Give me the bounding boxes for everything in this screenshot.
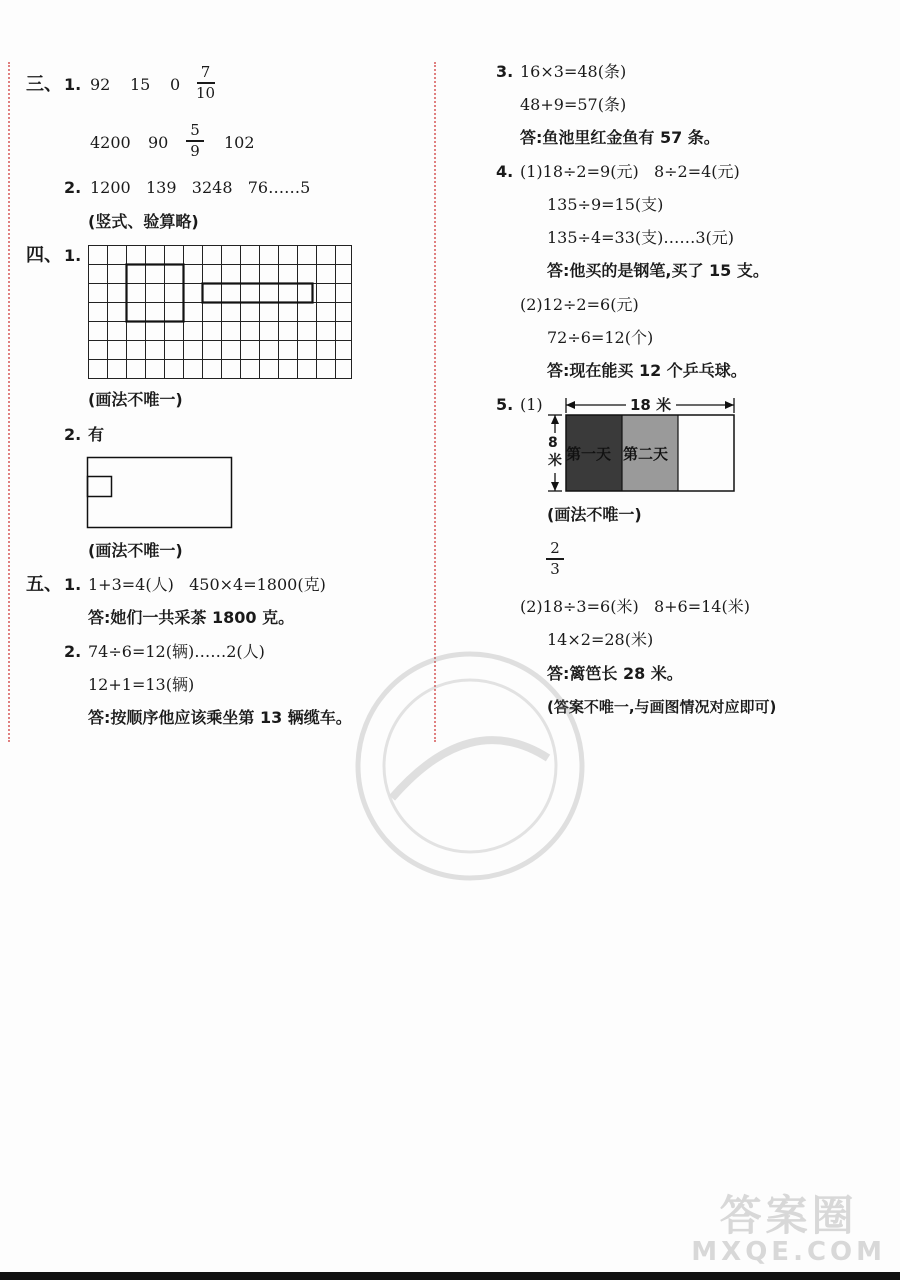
s3-q2-note: (竖式、验算略) bbox=[88, 212, 199, 231]
s3-q1-fraction-2 bbox=[186, 122, 204, 160]
q4-number: 4. bbox=[496, 162, 514, 181]
scan-bottom-edge bbox=[0, 1272, 900, 1280]
s5-q1-line1: 1+3=4(人) 450×4=1800(克) bbox=[88, 575, 326, 594]
q4-line4: (2)12÷2=6(元) bbox=[520, 295, 639, 314]
s4-q1-note: (画法不唯一) bbox=[88, 390, 183, 409]
fraction-denominator: 9 bbox=[190, 141, 200, 160]
s3-q1-number: 1. bbox=[64, 75, 82, 94]
watermark-title: 答案圈 bbox=[719, 1191, 858, 1240]
s3-q2-number: 2. bbox=[64, 178, 82, 197]
outer-rectangle bbox=[88, 458, 232, 528]
s5-q2-line2: 12+1=13(辆) bbox=[88, 675, 195, 694]
q5-day1-label: 第一天 bbox=[566, 445, 612, 463]
section-5-marker: 五、 bbox=[26, 574, 62, 595]
s4-q2-note: (画法不唯一) bbox=[88, 541, 183, 560]
s3-q1-value-5: 90 bbox=[148, 133, 169, 152]
fraction-numerator: 5 bbox=[190, 121, 200, 139]
q3-answer: 答:鱼池里红金鱼有 57 条。 bbox=[520, 128, 720, 147]
q3-number: 3. bbox=[496, 62, 514, 81]
s3-q1-value-4: 4200 bbox=[90, 133, 131, 152]
q4-line2: 135÷9=15(支) bbox=[547, 195, 664, 214]
s5-q2-line1: 74÷6=12(辆)……2(人) bbox=[88, 642, 265, 661]
drawn-rectangle bbox=[203, 284, 313, 303]
section-3-marker: 三、 bbox=[26, 74, 62, 95]
q5-day2-label: 第二天 bbox=[623, 445, 669, 463]
q5-side-dimension-label: 8米 bbox=[548, 435, 562, 469]
q5-note2: (答案不唯一,与画图情况对应即可) bbox=[547, 698, 777, 716]
watermark-url: MXQE.COM bbox=[691, 1237, 886, 1267]
q5-top-dimension-label: 18 米 bbox=[630, 396, 672, 414]
s3-q1-value-1: 92 bbox=[90, 75, 111, 94]
fraction-denominator: 3 bbox=[550, 559, 560, 578]
s5-q1-answer: 答:她们一共采茶 1800 克。 bbox=[88, 608, 295, 627]
drawn-square bbox=[127, 265, 184, 322]
fraction-numerator: 7 bbox=[200, 63, 211, 81]
q4-line1: (1)18÷2=9(元) 8÷2=4(元) bbox=[520, 162, 740, 181]
q4-line5: 72÷6=12(个) bbox=[547, 328, 654, 347]
s4-q1-number: 1. bbox=[64, 246, 82, 265]
q5-answer: 答:篱笆长 28 米。 bbox=[547, 664, 683, 683]
left-margin-line bbox=[8, 62, 10, 742]
arrow-down bbox=[551, 482, 559, 491]
q5-note: (画法不唯一) bbox=[547, 505, 642, 524]
q5-fraction bbox=[546, 540, 564, 578]
s3-q1-value-2: 15 bbox=[130, 75, 151, 94]
fraction-numerator: 2 bbox=[550, 539, 560, 557]
arrow-right bbox=[725, 401, 734, 409]
column-divider bbox=[434, 62, 436, 742]
arrow-up bbox=[551, 415, 559, 424]
faint-stamp bbox=[352, 648, 588, 884]
q3-line1: 16×3=48(条) bbox=[520, 62, 627, 81]
s3-q2-values: 1200 139 3248 76……5 bbox=[90, 178, 311, 197]
s3-q1-value-3: 0 bbox=[170, 75, 181, 94]
s4-q2-answer: 有 bbox=[88, 425, 105, 444]
cut-rectangle-figure bbox=[86, 456, 234, 530]
q5-part1-label: (1) bbox=[520, 395, 543, 414]
q4-line3: 135÷4=33(支)……3(元) bbox=[547, 228, 735, 247]
q3-line2: 48+9=57(条) bbox=[520, 95, 627, 114]
arrow-left bbox=[566, 401, 575, 409]
q5-line1: (2)18÷3=6(米) 8+6=14(米) bbox=[520, 597, 750, 616]
s4-q2-number: 2. bbox=[64, 425, 82, 444]
cut-square bbox=[88, 477, 112, 497]
s5-q2-answer: 答:按顺序他应该乘坐第 13 辆缆车。 bbox=[88, 708, 352, 727]
s3-q1-fraction-1 bbox=[196, 64, 215, 102]
site-watermark bbox=[691, 1191, 886, 1267]
drawing-grid bbox=[88, 245, 352, 379]
q4-answer2: 答:现在能买 12 个乒乓球。 bbox=[547, 361, 747, 380]
q5-number: 5. bbox=[496, 395, 514, 414]
s3-q1-value-6: 102 bbox=[224, 133, 255, 152]
fraction-denominator: 10 bbox=[196, 83, 216, 102]
q5-line2: 14×2=28(米) bbox=[547, 630, 654, 649]
s5-q1-number: 1. bbox=[64, 575, 82, 594]
s5-q2-number: 2. bbox=[64, 642, 82, 661]
section-4-marker: 四、 bbox=[26, 245, 62, 266]
q4-answer1: 答:他买的是钢笔,买了 15 支。 bbox=[547, 261, 769, 280]
